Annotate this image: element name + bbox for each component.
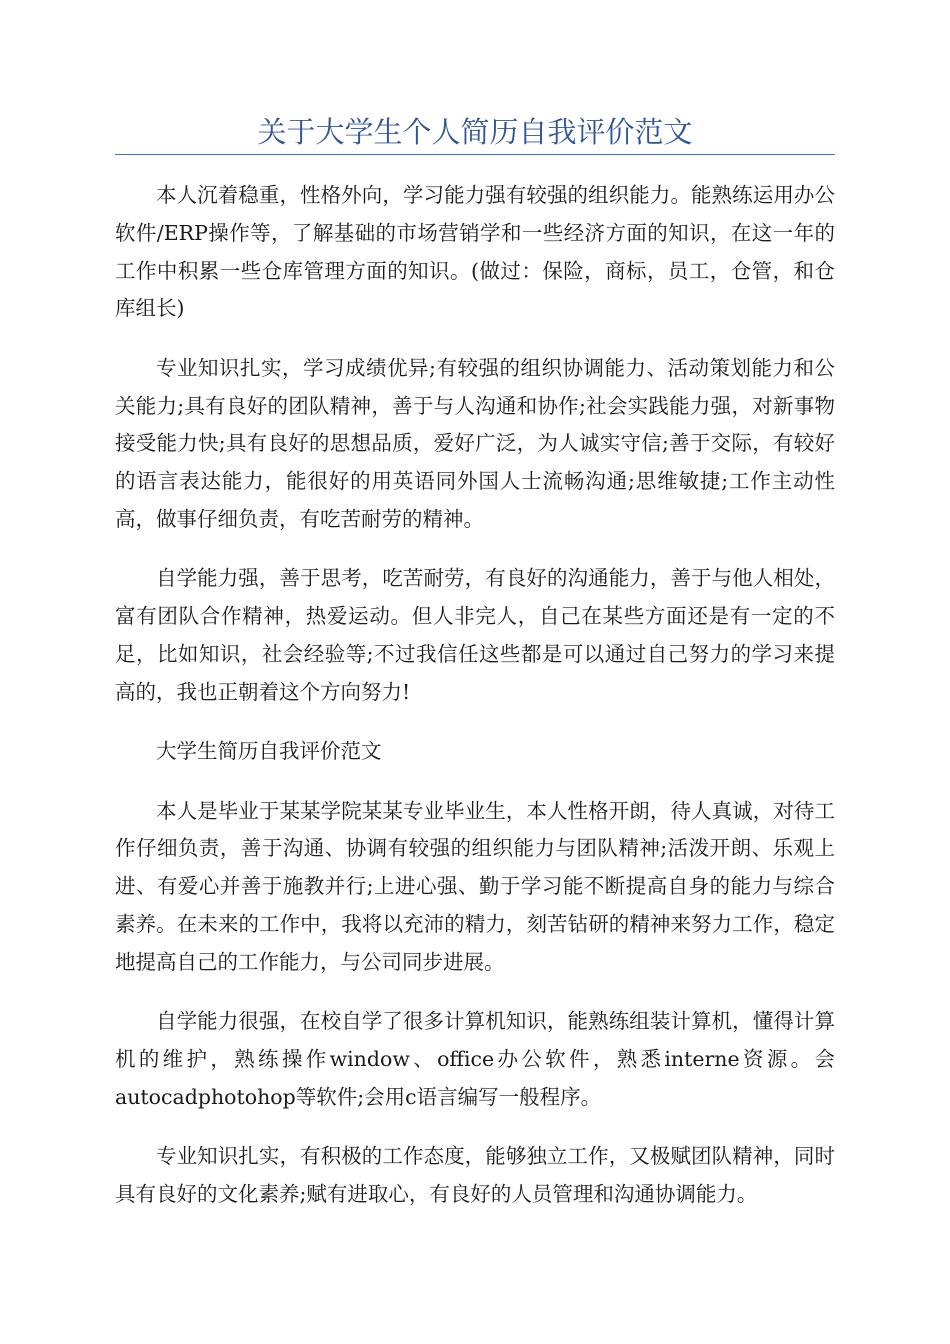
title-underline (115, 154, 835, 155)
document-body (115, 177, 835, 1235)
paragraph-4: 本人是毕业于某某学院某某专业毕业生，本人性格开朗，待人真诚，对待工作仔细负责，善于沟通、协调有较强的组织能力与团队精神;活泼开朗、乐观上进、有爱心并善于施教并行;上进心强、勤于学习能不断提高自身的能力与综合素养。在未来的工作中，我将以充沛的精力，刻苦钻研的精神来努力工作，稳定地提高自己的工作能力，与公司同步进展。 (115, 798, 835, 974)
paragraph-6: 专业知识扎实，有积极的工作态度，能够独立工作，又极赋团队精神，同时具有良好的文化素养;赋有进取心，有良好的人员管理和沟通协调能力。 (115, 1144, 835, 1206)
paragraph-2: 专业知识扎实，学习成绩优异;有较强的组织协调能力、活动策划能力和公关能力;具有良好的团队精神，善于与人沟通和协作;社会实践能力强，对新事物接受能力快;具有良好的思想品质，爱好广泛，为人诚实守信;善于交际，有较好的语言表达能力，能很好的用英语同外国人士流畅沟通;思维敏捷;工作主动性高，做事仔细负责，有吃苦耐劳的精神。 (115, 355, 835, 531)
section-heading: 大学生简历自我评价范文 (156, 739, 382, 764)
paragraph-1: 本人沉着稳重，性格外向，学习能力强有较强的组织能力。能熟练运用办公软件/ERP操作等，了解基础的市场营销学和一些经济方面的知识，在这一年的工作中积累一些仓库管理方面的知识。(做过：保险，商标，员工，仓管，和仓库组长) (115, 183, 835, 321)
page-title: 关于大学生个人简历自我评价范文 (257, 115, 693, 149)
paragraph-5: 自学能力很强，在校自学了很多计算机知识，能熟练组装计算机，懂得计算机的维护，熟练操作window、office办公软件，熟悉interne资源。会autocadphotohop等软件;会用c语言编写一般程序。 (115, 1009, 835, 1109)
paragraph-3: 自学能力强，善于思考，吃苦耐劳，有良好的沟通能力，善于与他人相处，富有团队合作精神，热爱运动。但人非完人，自己在某些方面还是有一定的不足，比如知识，社会经验等;不过我信任这些都是可以通过自己努力的学习来提高的，我也正朝着这个方向努力! (115, 566, 835, 704)
